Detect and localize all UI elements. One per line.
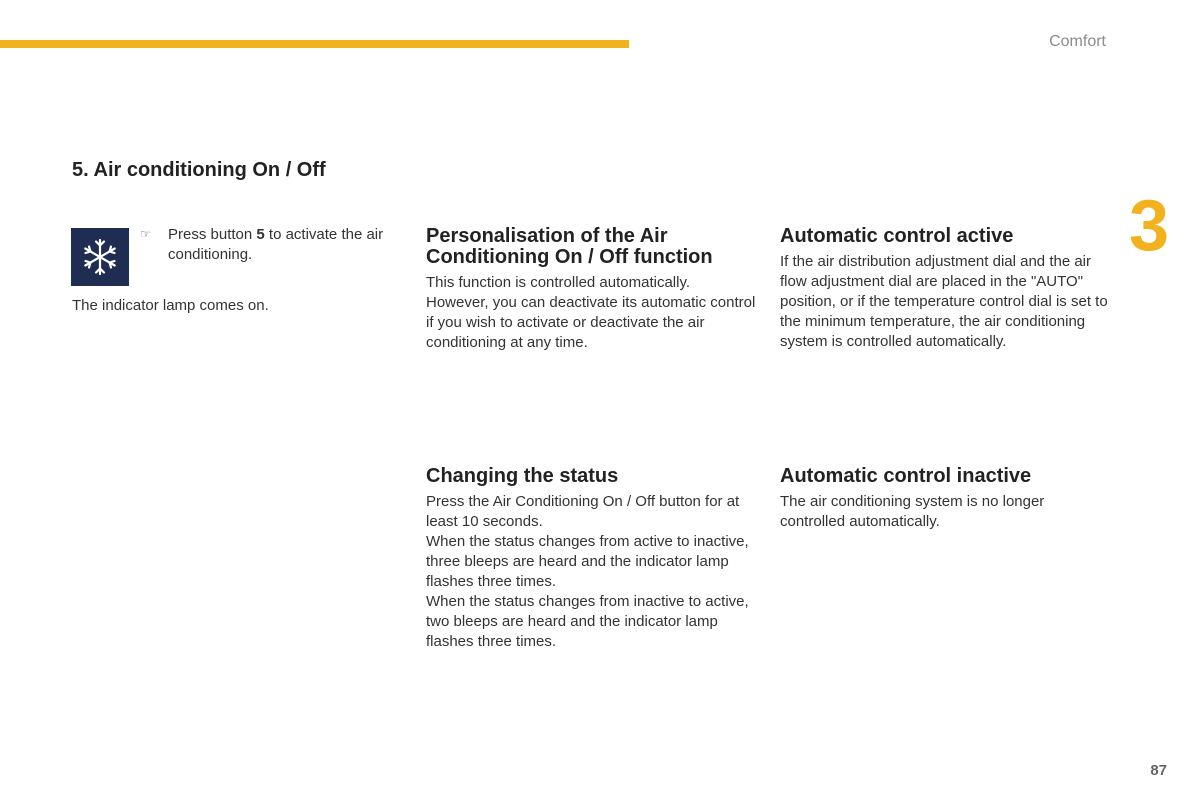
- personalisation-block: [426, 226, 756, 353]
- page-number: 87: [1150, 762, 1167, 779]
- snowflake-icon: [71, 228, 129, 286]
- changing-status-paragraph: When the status changes from inactive to active, two bleeps are heard and the indicator lamp flashes three times.: [426, 593, 749, 650]
- changing-status-paragraph: Press the Air Conditioning On / Off button for at least 10 seconds.: [426, 493, 740, 530]
- pointing-hand-icon: ☞: [140, 227, 151, 241]
- button-number: 5: [256, 226, 265, 243]
- personalisation-title: Personalisation of the Air Conditioning On / Off function: [426, 225, 713, 268]
- header-accent-bar: [0, 40, 629, 48]
- main-heading: 5. Air conditioning On / Off: [72, 159, 326, 181]
- press-button-instruction: Press button 5 to activate the air conditioning.: [168, 226, 384, 263]
- changing-status-paragraph: When the status changes from active to inactive, three bleeps are heard and the indicator lamp flashes three times.: [426, 533, 749, 590]
- section-label: Comfort: [1049, 33, 1106, 50]
- changing-status-block: [426, 466, 756, 652]
- personalisation-paragraph: This function is controlled automatically. However, you can deactivate its automatic control if you wish to activate or deactivate the air conditioning at any time.: [426, 274, 756, 351]
- changing-status-title: Changing the status: [426, 465, 619, 487]
- automatic-control-active-paragraph: If the air distribution adjustment dial and the air flow adjustment dial are placed in the "AUTO" position, or if the temperature control dial is set to the minimum temperature, the air conditioning system is controlled automatically.: [780, 253, 1108, 350]
- automatic-control-active-block: [780, 226, 1110, 352]
- chapter-number: 3: [1129, 186, 1168, 266]
- automatic-control-inactive-block: [780, 466, 1110, 532]
- automatic-control-active-title: Automatic control active: [780, 225, 1014, 247]
- indicator-lamp-note: The indicator lamp comes on.: [72, 297, 269, 314]
- automatic-control-inactive-title: Automatic control inactive: [780, 465, 1032, 487]
- automatic-control-inactive-paragraph: The air conditioning system is no longer controlled automatically.: [780, 493, 1045, 530]
